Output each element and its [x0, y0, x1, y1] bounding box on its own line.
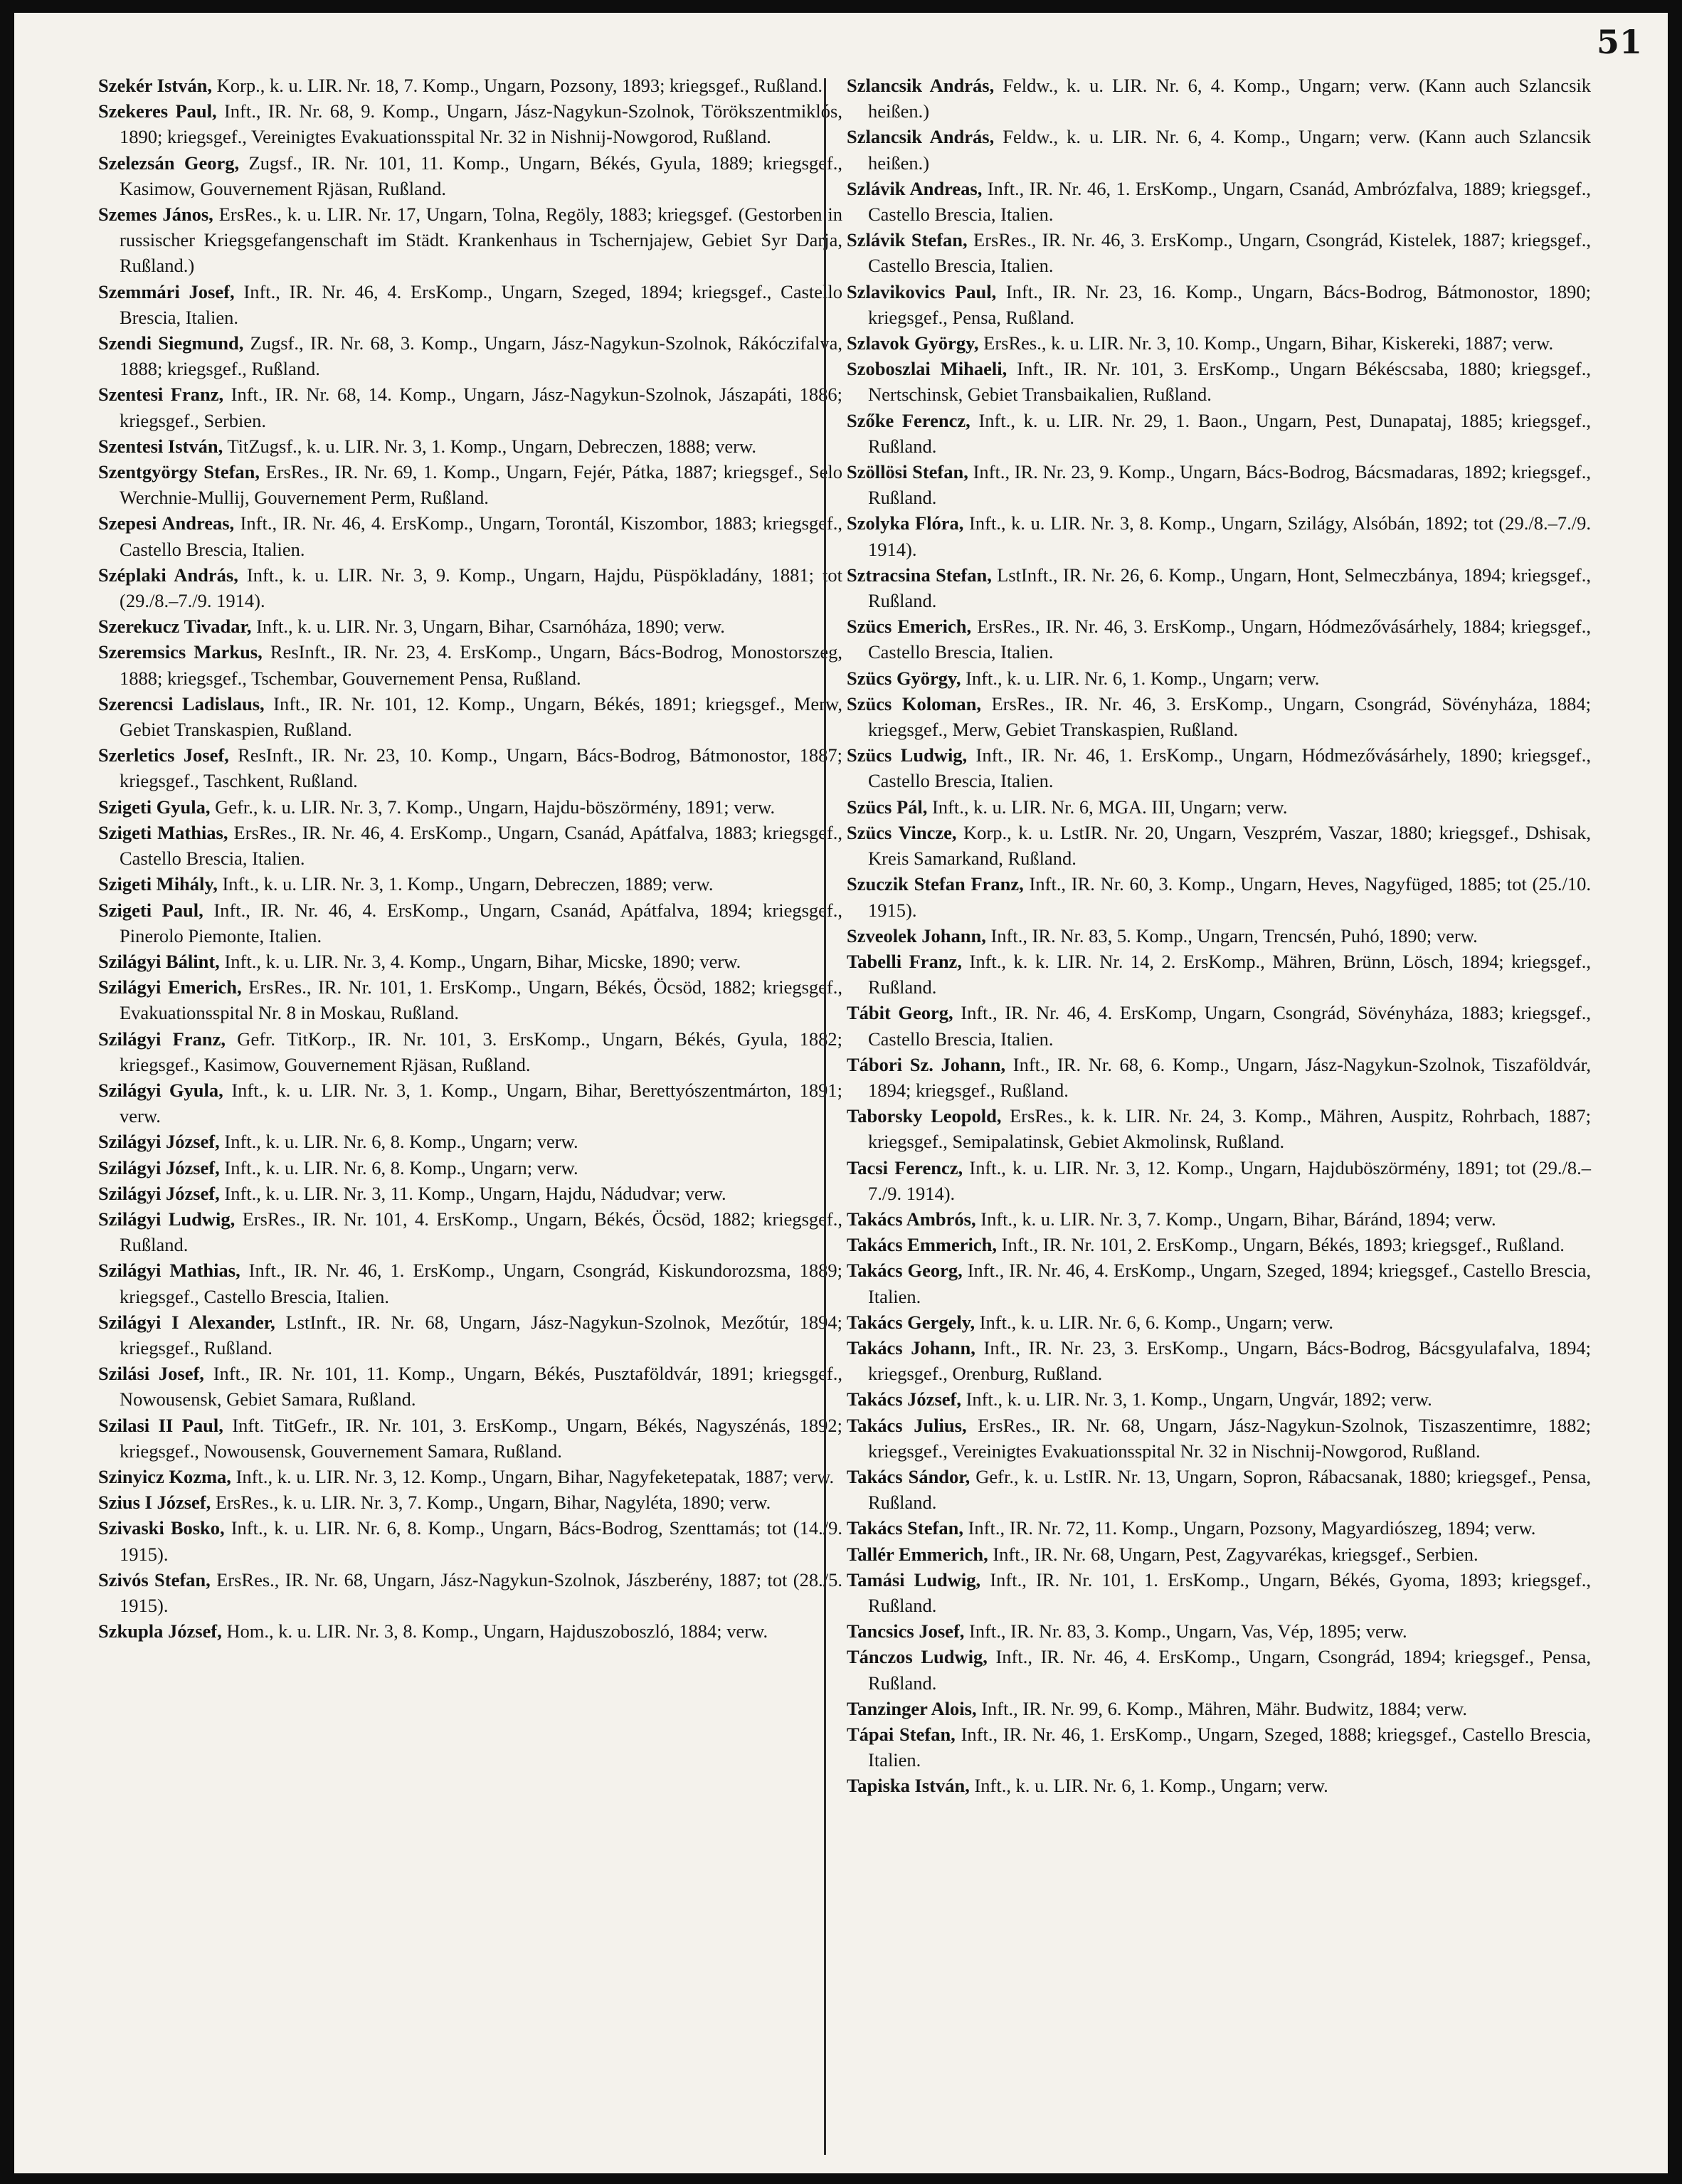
entry-details: Inft., IR. Nr. 46, 4. ErsKomp., Ungarn, Szeged, 1894; kriegsgef., Castello Brescia, Italien. [120, 280, 842, 328]
entry-name: Szentgyörgy Stefan, [98, 461, 260, 483]
entry-name: Szlavok György, [847, 332, 979, 354]
entry-name: Szilágyi Gyula, [98, 1079, 223, 1101]
entry-details: Korp., k. u. LIR. Nr. 18, 7. Komp., Ungarn, Pozsony, 1893; kriegsgef., Rußland. [211, 75, 823, 96]
entry-details: Inft., IR. Nr. 68, 14. Komp., Ungarn, Jász-Nagykun-Szolnok, Jászapáti, 1886; kriegsgef., Serbien. [120, 384, 842, 431]
entry-name: Szerletics Josef, [98, 744, 229, 766]
entry-details: Inft., IR. Nr. 72, 11. Komp., Ungarn, Pozsony, Magyardiószeg, 1894; verw. [963, 1517, 1536, 1539]
entry-name: Szilási Josef, [98, 1363, 204, 1385]
list-item [847, 742, 1591, 793]
entry-name: Szőke Ferencz, [847, 409, 970, 431]
list-item [98, 1181, 842, 1206]
entry-details: Inft., k. u. LIR. Nr. 3, 12. Komp., Ungarn, Bihar, Nagyfeketepatak, 1887; verw. [231, 1465, 835, 1487]
entry-details: ErsRes., k. u. LIR. Nr. 3, 10. Komp., Ungarn, Bihar, Kiskereki, 1887; verw. [978, 332, 1554, 354]
entry-details: Inft., k. u. LIR. Nr. 3, 8. Komp., Ungarn, Szilágy, Alsóbán, 1892; tot (29./8.–7./9. 1914). [868, 512, 1591, 560]
list-item [847, 124, 1591, 175]
entry-details: Inft., k. u. LIR. Nr. 6, 1. Komp., Ungarn; verw. [961, 667, 1320, 689]
entry-name: Takács Johann, [847, 1336, 975, 1359]
entry-name: Takács Ambrós, [847, 1208, 976, 1230]
entry-details: Inft., IR. Nr. 68, 9. Komp., Ungarn, Jász-Nagykun-Szolnok, Törökszentmiklós, 1890; kriegsgef., Vereinigtes Evakuationsspital Nr. 32 in Nishnij-Nowgorod, Rußland. [120, 100, 842, 148]
entry-name: Szilágyi Mathias, [98, 1260, 240, 1282]
list-item [847, 1309, 1591, 1335]
entry-name: Szivós Stefan, [98, 1568, 211, 1590]
entry-details: ErsRes., IR. Nr. 101, 1. ErsKomp., Ungarn, Békés, Öcsöd, 1882; kriegsgef., Evakuationsspital Nr. 8 in Moskau, Rußland. [120, 976, 842, 1024]
list-item [98, 1155, 842, 1181]
entry-details: Feldw., k. u. LIR. Nr. 6, 4. Komp., Ungarn; verw. (Kann auch Szlancsik heißen.) [868, 126, 1591, 174]
list-item [98, 974, 842, 1025]
entry-name: Szkupla József, [98, 1620, 222, 1642]
entry-details: Inft., k. u. LIR. Nr. 3, 4. Komp., Ungarn, Bihar, Micske, 1890; verw. [219, 950, 741, 972]
entry-name: Takács Gergely, [847, 1311, 975, 1333]
list-item [847, 510, 1591, 561]
entry-details: Inft., k. u. LIR. Nr. 3, 7. Komp., Ungarn, Bihar, Báránd, 1894; verw. [975, 1208, 1496, 1230]
entry-name: Tapiska István, [847, 1775, 970, 1797]
document-page [14, 13, 1668, 2173]
list-item [98, 1413, 842, 1464]
entry-name: Széplaki András, [98, 564, 238, 586]
entry-name: Szlavikovics Paul, [847, 280, 997, 302]
entry-details: Inft., IR. Nr. 23, 3. ErsKomp., Ungarn, Bács-Bodrog, Bácsgyulafalva, 1894; kriegsgef., Orenburg, Rußland. [868, 1336, 1592, 1385]
list-item [98, 1129, 842, 1154]
entry-name: Tabelli Franz, [847, 950, 962, 972]
list-item [847, 1413, 1591, 1464]
entry-name: Sztracsina Stefan, [847, 564, 992, 586]
entry-details: Inft., IR. Nr. 83, 3. Komp., Ungarn, Vas, Vép, 1895; verw. [964, 1620, 1407, 1642]
entry-name: Szivaski Bosko, [98, 1517, 225, 1539]
list-item [98, 794, 842, 820]
entry-details: ErsRes., IR. Nr. 46, 3. ErsKomp., Ungarn, Csongrád, Sövényháza, 1884; kriegsgef., Merw, Gebiet Transkaspien, Rußland. [868, 692, 1591, 741]
list-item [847, 1541, 1591, 1567]
entry-details: ResInft., IR. Nr. 23, 10. Komp., Ungarn, Bács-Bodrog, Bátmonostor, 1887; kriegsgef., Taschkent, Rußland. [120, 744, 842, 792]
entry-name: Szücs Vincze, [847, 821, 957, 843]
list-item [847, 665, 1591, 691]
entry-details: Inft., IR. Nr. 101, 11. Komp., Ungarn, Békés, Pusztaföldvár, 1891; kriegsgef., Nowousensk, Gebiet Samara, Rußland. [120, 1363, 842, 1410]
list-item [98, 949, 842, 974]
entry-name: Szuczik Stefan Franz, [847, 873, 1024, 895]
entry-name: Szolyka Flóra, [847, 512, 964, 534]
entry-details: Inft., IR. Nr. 46, 1. ErsKomp., Ungarn, Csanád, Ambrózfalva, 1889; kriegsgef., Castello Brescia, Italien. [868, 177, 1591, 226]
entry-name: Szius I József, [98, 1492, 211, 1514]
entry-details: Inft., IR. Nr. 99, 6. Komp., Mähren, Mähr. Budwitz, 1884; verw. [976, 1697, 1468, 1719]
entry-details: Inft., IR. Nr. 101, 2. ErsKomp., Ungarn, Békés, 1893; kriegsgef., Rußland. [997, 1234, 1565, 1256]
list-item [847, 1232, 1591, 1257]
list-item [847, 794, 1591, 820]
entry-details: Inft., IR. Nr. 101, 1. ErsKomp., Ungarn, Békés, Gyoma, 1893; kriegsgef., Rußland. [868, 1568, 1591, 1616]
entry-details: Inft., k. u. LIR. Nr. 3, Ungarn, Bihar, Csarnóháza, 1890; verw. [251, 616, 725, 638]
list-item [98, 1464, 842, 1489]
entry-details: Inft., k. u. LIR. Nr. 3, 9. Komp., Ungarn, Hajdu, Püspökladány, 1881; tot (29./8.–7./9. 1914). [120, 564, 842, 612]
entry-details: Inft., IR. Nr. 83, 5. Komp., Ungarn, Trencsén, Puhó, 1890; verw. [985, 924, 1478, 946]
entry-details: Inft., k. u. LIR. Nr. 6, 6. Komp., Ungarn; verw. [975, 1311, 1334, 1333]
entry-name: Szemes János, [98, 204, 213, 226]
entry-details: Inft., IR. Nr. 68, Ungarn, Pest, Zagyvarékas, kriegsgef., Serbien. [988, 1543, 1479, 1565]
entry-name: Szilágyi Emerich, [98, 976, 242, 998]
entry-name: Tacsi Ferencz, [847, 1156, 963, 1178]
entry-name: Takács Stefan, [847, 1517, 963, 1539]
entry-name: Szekér István, [98, 75, 212, 96]
page-number: 51 [1596, 23, 1642, 61]
entry-name: Takács Julius, [847, 1414, 967, 1436]
entry-details: Inft., k. u. LIR. Nr. 6, MGA. III, Ungarn; verw. [927, 796, 1288, 818]
entry-name: Szücs Pál, [847, 796, 928, 818]
list-item [847, 356, 1591, 407]
entry-name: Szendi Siegmund, [98, 332, 244, 354]
list-item [847, 949, 1591, 1000]
entry-details: ErsRes., IR. Nr. 46, 3. ErsKomp., Ungarn, Csongrád, Kistelek, 1887; kriegsgef., Castello Brescia, Italien. [868, 229, 1591, 277]
entry-details: Inft., k. u. LIR. Nr. 3, 1. Komp., Ungarn, Bihar, Berettyószentmárton, 1891; verw. [120, 1079, 842, 1127]
entry-name: Tánczos Ludwig, [847, 1646, 988, 1668]
entry-name: Szigeti Gyula, [98, 796, 211, 818]
entry-details: ErsRes., IR. Nr. 69, 1. Komp., Ungarn, Fejér, Pátka, 1887; kriegsgef., Selo Werchnie-Mullij, Gouvernement Perm, Rußland. [120, 461, 842, 509]
entry-details: TitZugsf., k. u. LIR. Nr. 3, 1. Komp., Ungarn, Debreczen, 1888; verw. [223, 435, 756, 457]
entry-details: LstInft., IR. Nr. 26, 6. Komp., Ungarn, Hont, Selmeczbánya, 1894; kriegsgef., Rußland. [868, 564, 1591, 612]
entry-details: ErsRes., IR. Nr. 101, 4. ErsKomp., Ungarn, Békés, Öcsöd, 1882; kriegsgef., Rußland. [120, 1208, 842, 1256]
entry-name: Szilágyi Franz, [98, 1028, 226, 1050]
entry-name: Szücs Koloman, [847, 692, 982, 714]
entry-name: Szepesi Andreas, [98, 512, 235, 534]
entry-name: Szücs György, [847, 667, 961, 689]
entry-details: ErsRes., IR. Nr. 46, 3. ErsKomp., Ungarn, Hódmezővásárhely, 1884; kriegsgef., Castello Brescia, Italien. [868, 616, 1591, 663]
list-item [98, 459, 842, 510]
list-item [847, 1644, 1591, 1695]
list-item [847, 562, 1591, 613]
list-item [847, 176, 1591, 227]
list-item [847, 1335, 1591, 1386]
list-item [847, 1567, 1591, 1618]
entry-name: Tallér Emmerich, [847, 1543, 988, 1565]
list-item [98, 510, 842, 561]
entry-details: Zugsf., IR. Nr. 68, 3. Komp., Ungarn, Jász-Nagykun-Szolnok, Rákóczifalva, 1888; kriegsgef., Rußland. [120, 332, 842, 380]
entry-details: Inft., IR. Nr. 46, 1. ErsKomp., Ungarn, Szeged, 1888; kriegsgef., Castello Brescia, Italien. [868, 1724, 1591, 1771]
list-item [847, 1721, 1591, 1773]
entry-name: Szilágyi Ludwig, [98, 1208, 236, 1230]
entry-name: Takács József, [847, 1388, 961, 1410]
list-item [98, 820, 842, 871]
entry-details: Inft., k. k. LIR. Nr. 14, 2. ErsKomp., Mähren, Brünn, Lösch, 1894; kriegsgef., Rußland. [868, 950, 1591, 998]
list-item [98, 613, 842, 639]
list-item [98, 381, 842, 433]
entry-name: Szerencsi Ladislaus, [98, 692, 265, 714]
entry-details: Gefr., k. u. LIR. Nr. 3, 7. Komp., Ungarn, Hajdu-böszörmény, 1891; verw. [210, 796, 776, 818]
entry-name: Szilágyi Bálint, [98, 950, 220, 972]
entry-name: Taborsky Leopold, [847, 1105, 1002, 1127]
entry-name: Takács Sándor, [847, 1465, 970, 1487]
list-item [847, 1386, 1591, 1412]
entry-name: Tamási Ludwig, [847, 1568, 981, 1590]
list-item [847, 459, 1591, 510]
list-item [98, 330, 842, 381]
list-item [847, 1618, 1591, 1644]
entry-details: Inft., IR. Nr. 101, 3. ErsKomp., Ungarn Békéscsaba, 1880; kriegsgef., Nertschinsk, Gebiet Transbaikalien, Rußland. [868, 358, 1591, 406]
entry-details: Inft., k. u. LIR. Nr. 3, 1. Komp., Ungarn, Ungvár, 1892; verw. [961, 1388, 1432, 1410]
list-item [98, 1077, 842, 1129]
column-divider [824, 78, 826, 2155]
entry-details: ErsRes., k. u. LIR. Nr. 3, 7. Komp., Ungarn, Bihar, Nagyléta, 1890; verw. [211, 1492, 771, 1514]
entry-name: Szekeres Paul, [98, 100, 217, 122]
list-item [847, 1206, 1591, 1232]
list-item [98, 73, 842, 98]
list-item [98, 279, 842, 330]
entry-name: Takács Georg, [847, 1260, 963, 1282]
entry-name: Szentesi István, [98, 435, 223, 457]
entry-details: Inft., IR. Nr. 46, 4. ErsKomp., Ungarn, Csongrád, 1894; kriegsgef., Pensa, Rußland. [868, 1646, 1591, 1694]
entry-details: ResInft., IR. Nr. 23, 4. ErsKomp., Ungarn, Bács-Bodrog, Monostorszeg, 1888; kriegsgef., Tschembar, Gouvernement Pensa, Rußland. [120, 641, 842, 689]
entry-name: Szentesi Franz, [98, 384, 224, 406]
entry-details: Inft., k. u. LIR. Nr. 29, 1. Baon., Ungarn, Pest, Dunapataj, 1885; kriegsgef., Rußland. [868, 409, 1591, 457]
entry-details: ErsRes., IR. Nr. 68, Ungarn, Jász-Nagykun-Szolnok, Jászberény, 1887; tot (28./5. 1915). [120, 1568, 842, 1616]
entry-name: Szinyicz Kozma, [98, 1465, 231, 1487]
entry-details: Inft., IR. Nr. 68, 6. Komp., Ungarn, Jász-Nagykun-Szolnok, Tiszaföldvár, 1894; kriegsgef., Rußland. [868, 1053, 1591, 1101]
list-item [847, 1155, 1591, 1206]
entry-details: Inft., k. u. LIR. Nr. 6, 1. Komp., Ungarn; verw. [969, 1775, 1328, 1797]
list-item [847, 691, 1591, 742]
list-item [847, 227, 1591, 278]
entry-name: Takács Emmerich, [847, 1234, 998, 1256]
entry-details: LstInft., IR. Nr. 68, Ungarn, Jász-Nagykun-Szolnok, Mezőtúr, 1894; kriegsgef., Rußland. [120, 1311, 842, 1359]
list-item [98, 1026, 842, 1077]
entry-details: Inft., IR. Nr. 46, 4. ErsKomp., Ungarn, Csanád, Apátfalva, 1894; kriegsgef., Pinerolo Piemonte, Italien. [120, 899, 842, 946]
list-item [98, 1515, 842, 1566]
entry-details: Inft., IR. Nr. 46, 4. ErsKomp., Ungarn, Torontál, Kiszombor, 1883; kriegsgef., Castello Brescia, Italien. [120, 512, 842, 560]
list-item [98, 1361, 842, 1412]
list-item [98, 1567, 842, 1618]
entry-name: Szelezsán Georg, [98, 152, 240, 174]
entry-name: Szlávik Stefan, [847, 229, 968, 251]
entry-name: Szigeti Mathias, [98, 821, 228, 843]
entry-name: Tápai Stefan, [847, 1724, 956, 1745]
entry-name: Szöllösi Stefan, [847, 461, 968, 483]
entry-details: Korp., k. u. LstIR. Nr. 20, Ungarn, Veszprém, Vaszar, 1880; kriegsgef., Dshisak, Kreis Samarkand, Rußland. [868, 821, 1591, 870]
list-item [847, 1696, 1591, 1721]
entry-name: Tábori Sz. Johann, [847, 1053, 1006, 1075]
entry-details: Inft., IR. Nr. 46, 1. ErsKomp., Ungarn, Csongrád, Kiskundorozsma, 1889; kriegsgef., Castello Brescia, Italien. [120, 1260, 842, 1307]
entry-details: Gefr., k. u. LstIR. Nr. 13, Ungarn, Sopron, Rábacsanak, 1880; kriegsgef., Pensa, Rußland. [868, 1465, 1591, 1514]
entry-details: ErsRes., IR. Nr. 46, 4. ErsKomp., Ungarn, Csanád, Apátfalva, 1883; kriegsgef., Castello Brescia, Italien. [120, 821, 843, 870]
entry-name: Szemmári Josef, [98, 280, 235, 302]
list-item [847, 1103, 1591, 1154]
list-item [847, 73, 1591, 124]
entry-name: Szücs Ludwig, [847, 744, 968, 766]
list-item [98, 433, 842, 459]
entry-details: Inft., k. u. LIR. Nr. 6, 8. Komp., Ungarn; verw. [219, 1156, 578, 1178]
list-item [847, 871, 1591, 922]
entry-name: Tancsics Josef, [847, 1620, 965, 1642]
entry-details: Inft., k. u. LIR. Nr. 6, 8. Komp., Ungarn, Bács-Bodrog, Szenttamás; tot (14./9. 1915). [120, 1517, 842, 1565]
list-item [98, 562, 842, 613]
list-item [98, 98, 842, 149]
entry-name: Szigeti Mihály, [98, 873, 218, 895]
entry-name: Szlancsik András, [847, 126, 995, 148]
list-item [847, 330, 1591, 356]
entry-name: Szlancsik András, [847, 75, 995, 96]
entry-details: Inft., IR. Nr. 23, 9. Komp., Ungarn, Bács-Bodrog, Bácsmadaras, 1892; kriegsgef., Rußland. [868, 461, 1591, 509]
list-item [98, 1618, 842, 1644]
list-item [98, 742, 842, 793]
entry-name: Tábit Georg, [847, 1002, 953, 1024]
entry-name: Szoboszlai Mihaeli, [847, 358, 1007, 380]
list-item [847, 1773, 1591, 1798]
list-item [98, 1489, 842, 1515]
entry-details: Inft., IR. Nr. 23, 16. Komp., Ungarn, Bács-Bodrog, Bátmonostor, 1890; kriegsgef., Pensa, Rußland. [868, 280, 1591, 328]
list-item [847, 1515, 1591, 1541]
entry-details: Zugsf., IR. Nr. 101, 11. Komp., Ungarn, Békés, Gyula, 1889; kriegsgef., Kasimow, Gouvernement Rjäsan, Rußland. [120, 152, 842, 199]
entry-name: Szerekucz Tivadar, [98, 616, 252, 638]
entry-details: Inft., k. u. LIR. Nr. 3, 11. Komp., Ungarn, Hajdu, Nádudvar; verw. [219, 1182, 726, 1204]
entry-name: Szeremsics Markus, [98, 641, 263, 663]
entry-details: Inft., IR. Nr. 101, 12. Komp., Ungarn, Békés, 1891; kriegsgef., Merw, Gebiet Transkaspien, Rußland. [120, 692, 843, 741]
entry-name: Szigeti Paul, [98, 899, 203, 921]
entry-details: Hom., k. u. LIR. Nr. 3, 8. Komp., Ungarn, Hajduszoboszló, 1884; verw. [221, 1620, 768, 1642]
list-item [847, 408, 1591, 459]
entry-details: Inft., IR. Nr. 46, 1. ErsKomp., Ungarn, Hódmezővásárhely, 1890; kriegsgef., Castello Brescia, Italien. [868, 744, 1591, 792]
entry-details: Inft., IR. Nr. 46, 4. ErsKomp., Ungarn, Szeged, 1894; kriegsgef., Castello Brescia, Italien. [868, 1260, 1591, 1307]
entry-details: ErsRes., k. k. LIR. Nr. 24, 3. Komp., Mähren, Auspitz, Rohrbach, 1887; kriegsgef., Semipalatinsk, Gebiet Akmolinsk, Rußland. [868, 1105, 1591, 1153]
entry-details: ErsRes., k. u. LIR. Nr. 17, Ungarn, Tolna, Regöly, 1883; kriegsgef. (Gestorben in russischer Kriegsgefangenschaft im Städt. Krankenhaus in Tschernjajew, Gebiet Syr Darja, Rußland.) [120, 204, 842, 277]
left-column [98, 73, 842, 1644]
list-item [98, 1206, 842, 1257]
list-item [98, 150, 842, 201]
entry-details: Inft., k. u. LIR. Nr. 6, 8. Komp., Ungarn; verw. [219, 1131, 578, 1153]
list-item [847, 1257, 1591, 1309]
entry-name: Szlávik Andreas, [847, 177, 983, 199]
entry-name: Tanzinger Alois, [847, 1697, 977, 1719]
entry-details: Inft. TitGefr., IR. Nr. 101, 3. ErsKomp., Ungarn, Békés, Nagyszénás, 1892; kriegsgef., Nowousensk, Gouvernement Samara, Rußland. [120, 1414, 842, 1462]
list-item [98, 1257, 842, 1309]
entry-name: Szilágyi József, [98, 1182, 220, 1204]
list-item [98, 639, 842, 690]
entry-details: Feldw., k. u. LIR. Nr. 6, 4. Komp., Ungarn; verw. (Kann auch Szlancsik heißen.) [868, 75, 1591, 122]
list-item [98, 691, 842, 742]
entry-name: Szilágyi József, [98, 1131, 220, 1153]
entry-details: Inft., k. u. LIR. Nr. 3, 1. Komp., Ungarn, Debreczen, 1889; verw. [217, 873, 714, 895]
list-item [98, 871, 842, 897]
entry-name: Szilasi II Paul, [98, 1414, 223, 1436]
entry-name: Szveolek Johann, [847, 924, 986, 946]
entry-details: Inft., IR. Nr. 60, 3. Komp., Ungarn, Heves, Nagyfüged, 1885; tot (25./10. 1915). [868, 873, 1591, 921]
list-item [847, 613, 1591, 665]
list-item [98, 1309, 842, 1361]
list-item [847, 1052, 1591, 1103]
list-item [98, 897, 842, 949]
list-item [847, 1464, 1591, 1515]
right-column [847, 73, 1591, 1799]
entry-details: Inft., k. u. LIR. Nr. 3, 12. Komp., Ungarn, Hajduböszörmény, 1891; tot (29./8.–7./9. 1914). [868, 1156, 1591, 1204]
list-item [847, 279, 1591, 330]
list-item [847, 1000, 1591, 1051]
list-item [98, 201, 842, 279]
entry-name: Szücs Emerich, [847, 616, 972, 638]
entry-name: Szilágyi I Alexander, [98, 1311, 275, 1333]
list-item [847, 923, 1591, 949]
entry-details: Gefr. TitKorp., IR. Nr. 101, 3. ErsKomp., Ungarn, Békés, Gyula, 1882; kriegsgef., Kasimow, Gouvernement Rjäsan, Rußland. [120, 1028, 842, 1075]
entry-details: Inft., IR. Nr. 46, 4. ErsKomp, Ungarn, Csongrád, Sövényháza, 1883; kriegsgef., Castello Brescia, Italien. [868, 1002, 1591, 1050]
entry-name: Szilágyi József, [98, 1156, 220, 1178]
entry-details: ErsRes., IR. Nr. 68, Ungarn, Jász-Nagykun-Szolnok, Tiszaszentimre, 1882; kriegsgef., Vereinigtes Evakuationsspital Nr. 32 in Nischnij-Nowgorod, Rußland. [868, 1414, 1591, 1462]
list-item [847, 820, 1591, 871]
